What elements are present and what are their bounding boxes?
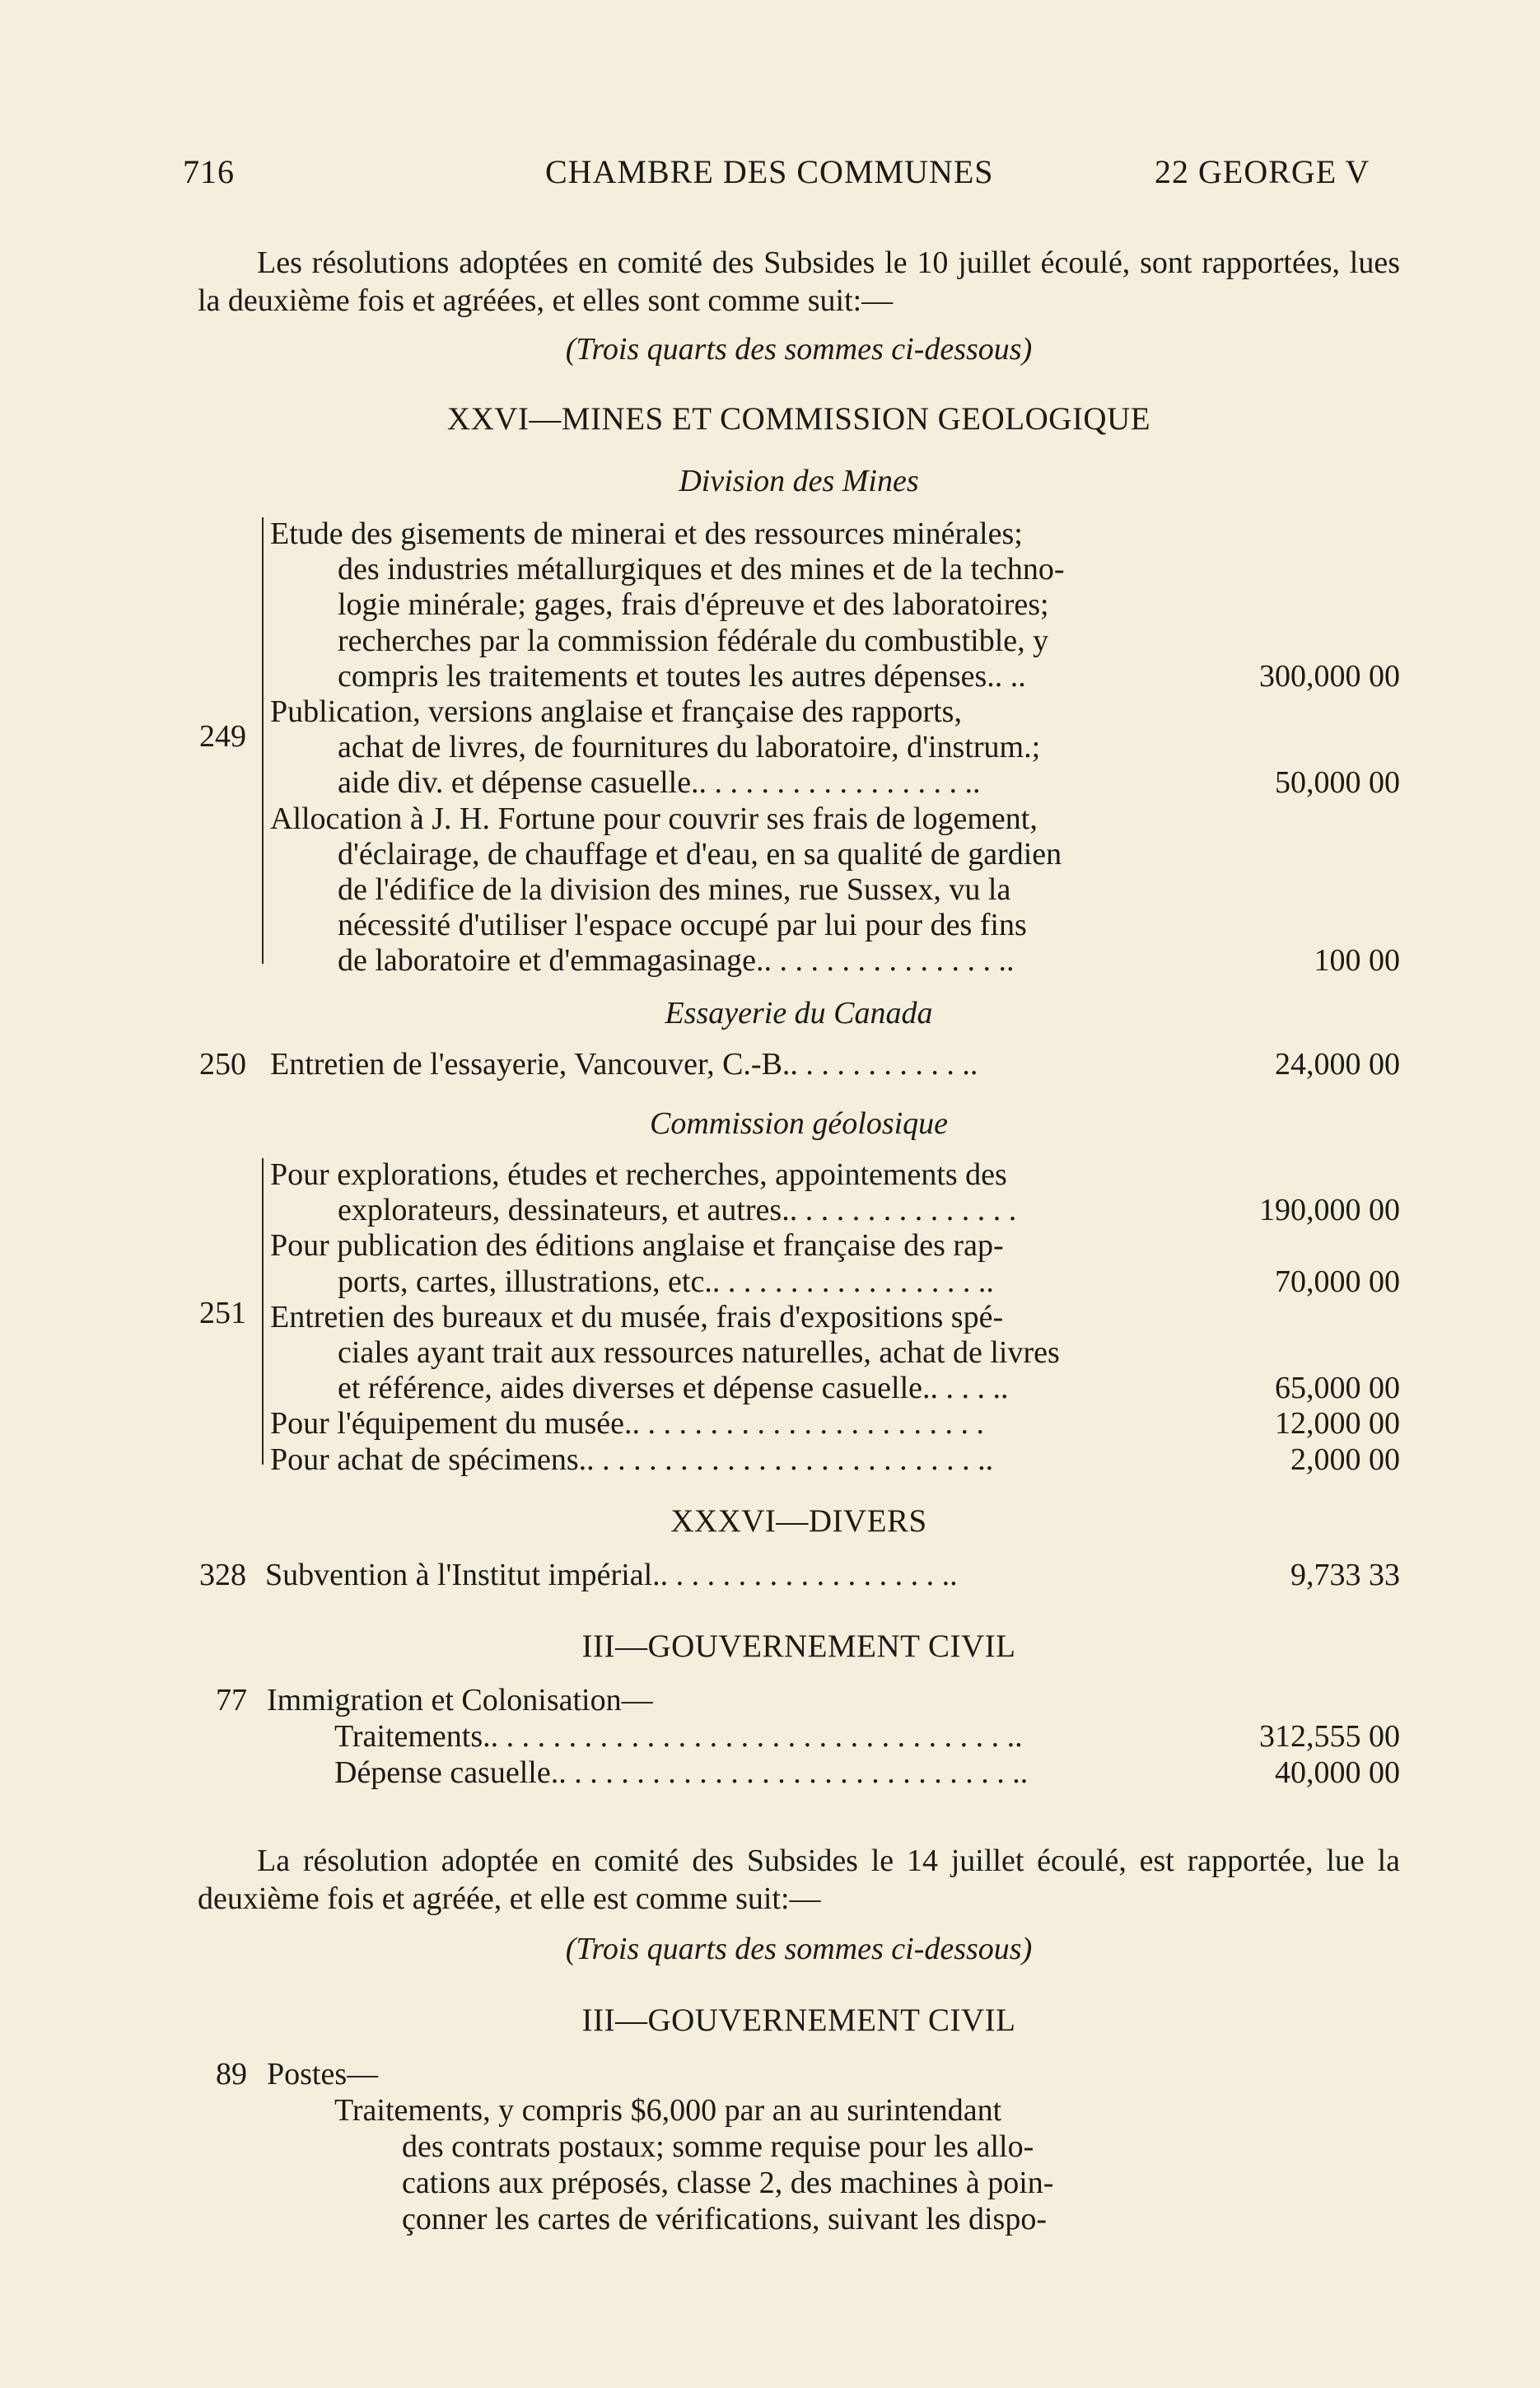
commission-item-1-amount: 190,000 00 bbox=[1259, 1193, 1400, 1228]
mines-item-2-amount: 50,000 00 bbox=[1275, 765, 1400, 801]
mines-item-3-line-1: Allocation à J. H. Fortune pour couvrir ses frais de logement, bbox=[270, 801, 1038, 836]
mines-item-2-line-1: Publication, versions anglaise et française des rapports, bbox=[270, 694, 962, 729]
commission-item-4-line-1: Pour l'équipement du musée.. . . . . . . . . . . . . . . . . . . . . . . bbox=[270, 1406, 985, 1442]
commission-heading: Commission géolosique bbox=[649, 1106, 949, 1141]
commission-item-2-line-2: ports, cartes, illustrations, etc.. . . . . . . . . . . . . . . . . .. bbox=[338, 1264, 994, 1299]
vote-number-250: 250 bbox=[199, 1047, 246, 1082]
immigration-heading: Immigration et Colonisation— bbox=[267, 1683, 653, 1717]
commission-item-2-line-1: Pour publication des éditions anglaise et française des rap- bbox=[270, 1228, 1004, 1264]
brace-249 bbox=[262, 517, 264, 964]
depense-casuelle-text: Dépense casuelle.. . . . . . . . . . . . . . . . . . . . . . . . . . . . . .. bbox=[334, 1755, 1029, 1790]
essayerie-heading: Essayerie du Canada bbox=[665, 996, 933, 1030]
mines-item-1-amount: 300,000 00 bbox=[1259, 658, 1400, 694]
essayerie-item-text: Entretien de l'essayerie, Vancouver, C.-B.. . . . . . . . . . . .. bbox=[270, 1047, 978, 1082]
commission-item-3-line-3: et référence, aides diverses et dépense casuelle.. . . . .. bbox=[338, 1371, 1009, 1406]
page-title: CHAMBRE DES COMMUNES bbox=[545, 153, 994, 190]
depense-casuelle-amount: 40,000 00 bbox=[1275, 1755, 1400, 1790]
mines-item-3-line-5: de laboratoire et d'emmagasinage.. . . . . . . . . . . . . . . .. bbox=[338, 943, 1015, 979]
postes-line-3: cations aux préposés, classe 2, des machines à poin- bbox=[402, 2166, 1054, 2200]
vote-number-249: 249 bbox=[199, 719, 246, 754]
commission-item-1-line-1: Pour explorations, études et recherches, appointements des bbox=[270, 1157, 1007, 1192]
section-title-xxxvi: XXXVI—DIVERS bbox=[670, 1503, 927, 1539]
commission-item-3-line-2: ciales ayant trait aux ressources naturelles, achat de livres bbox=[338, 1335, 1060, 1370]
mines-item-1-line-1: Etude des gisements de minerai et des ressources minérales; bbox=[270, 516, 1023, 551]
divers-item-amount: 9,733 33 bbox=[1290, 1558, 1400, 1592]
mines-item-3-line-3: de l'édifice de la division des mines, rue Sussex, vu la bbox=[338, 872, 1011, 907]
vote-number-89: 89 bbox=[216, 2057, 247, 2091]
commission-item-3-line-1: Entretien des bureaux et du musée, frais d'expositions spé- bbox=[270, 1299, 1004, 1334]
commission-item-5-amount: 2,000 00 bbox=[1290, 1442, 1400, 1477]
commission-item-1-line-2: explorateurs, dessinateurs, et autres.. . . . . . . . . . . . . . . bbox=[338, 1193, 1017, 1228]
vote-number-77: 77 bbox=[216, 1683, 247, 1717]
mines-item-1-line-4: recherches par la commission fédérale du combustible, y bbox=[338, 623, 1049, 658]
mines-item-1-line-2: des industries métallurgiques et des mines et de la techno- bbox=[338, 552, 1065, 587]
vote-number-328: 328 bbox=[199, 1558, 246, 1592]
session-label: 22 GEORGE V bbox=[1155, 153, 1370, 190]
commission-item-4-amount: 12,000 00 bbox=[1275, 1406, 1400, 1442]
mines-item-1-line-5: compris les traitements et toutes les autres dépenses.. .. bbox=[338, 658, 1026, 694]
mines-item-1-line-3: logie minérale; gages, frais d'épreuve et des laboratoires; bbox=[338, 587, 1049, 623]
intro-subtitle-2: (Trois quarts des sommes ci-dessous) bbox=[565, 1932, 1033, 1966]
mines-item-2-line-3: aide div. et dépense casuelle.. . . . . . . . . . . . . . . . . .. bbox=[338, 765, 981, 801]
mines-item-3-line-2: d'éclairage, de chauffage et d'eau, en sa qualité de gardien bbox=[338, 836, 1062, 872]
mines-item-2-line-2: achat de livres, de fournitures du laboratoire, d'instrum.; bbox=[338, 730, 1041, 765]
commission-item-5-line-1: Pour achat de spécimens.. . . . . . . . . . . . . . . . . . . . . . . . . .. bbox=[270, 1442, 994, 1477]
intro-paragraph-1: Les résolutions adoptées en comité des Subsides le 10 juillet écoulé, sont rapportées, lues la deuxième fois et agréées, et elles sont comme suit:— bbox=[198, 245, 1400, 318]
page-number: 716 bbox=[183, 153, 235, 190]
postes-line-1: Traitements, y compris $6,000 par an au surintendant bbox=[334, 2093, 1002, 2128]
traitements-text: Traitements.. . . . . . . . . . . . . . . . . . . . . . . . . . . . . . . . . .. bbox=[334, 1719, 1023, 1754]
commission-item-3-amount: 65,000 00 bbox=[1275, 1371, 1400, 1406]
essayerie-item-amount: 24,000 00 bbox=[1275, 1047, 1400, 1082]
divers-item-text: Subvention à l'Institut impérial.. . . . . . . . . . . . . . . . . . .. bbox=[265, 1558, 958, 1592]
mines-item-3-amount: 100 00 bbox=[1314, 943, 1400, 979]
postes-heading: Postes— bbox=[267, 2057, 379, 2091]
commission-item-2-amount: 70,000 00 bbox=[1275, 1264, 1400, 1299]
intro-paragraph-2: La résolution adoptée en comité des Subsides le 14 juillet écoulé, est rapportée, lue la deuxième fois et agréée, et elle est comme suit:— bbox=[198, 1844, 1400, 1916]
mines-item-3-line-4: nécessité d'utiliser l'espace occupé par lui pour des fins bbox=[338, 908, 1027, 943]
postes-line-4: çonner les cartes de vérifications, suivant les dispo- bbox=[402, 2202, 1047, 2236]
brace-251 bbox=[262, 1158, 264, 1465]
postes-line-2: des contrats postaux; somme requise pour les allo- bbox=[402, 2129, 1034, 2164]
traitements-amount: 312,555 00 bbox=[1259, 1719, 1400, 1754]
section-title-iii-b: III—GOUVERNEMENT CIVIL bbox=[581, 2002, 1016, 2038]
section-title-iii-a: III—GOUVERNEMENT CIVIL bbox=[581, 1629, 1016, 1664]
intro-subtitle-1: (Trois quarts des sommes ci-dessous) bbox=[565, 332, 1033, 367]
division-mines-heading: Division des Mines bbox=[679, 464, 919, 498]
section-title-xxvi: XXVI—MINES ET COMMISSION GEOLOGIQUE bbox=[446, 401, 1151, 437]
vote-number-251: 251 bbox=[199, 1296, 246, 1330]
